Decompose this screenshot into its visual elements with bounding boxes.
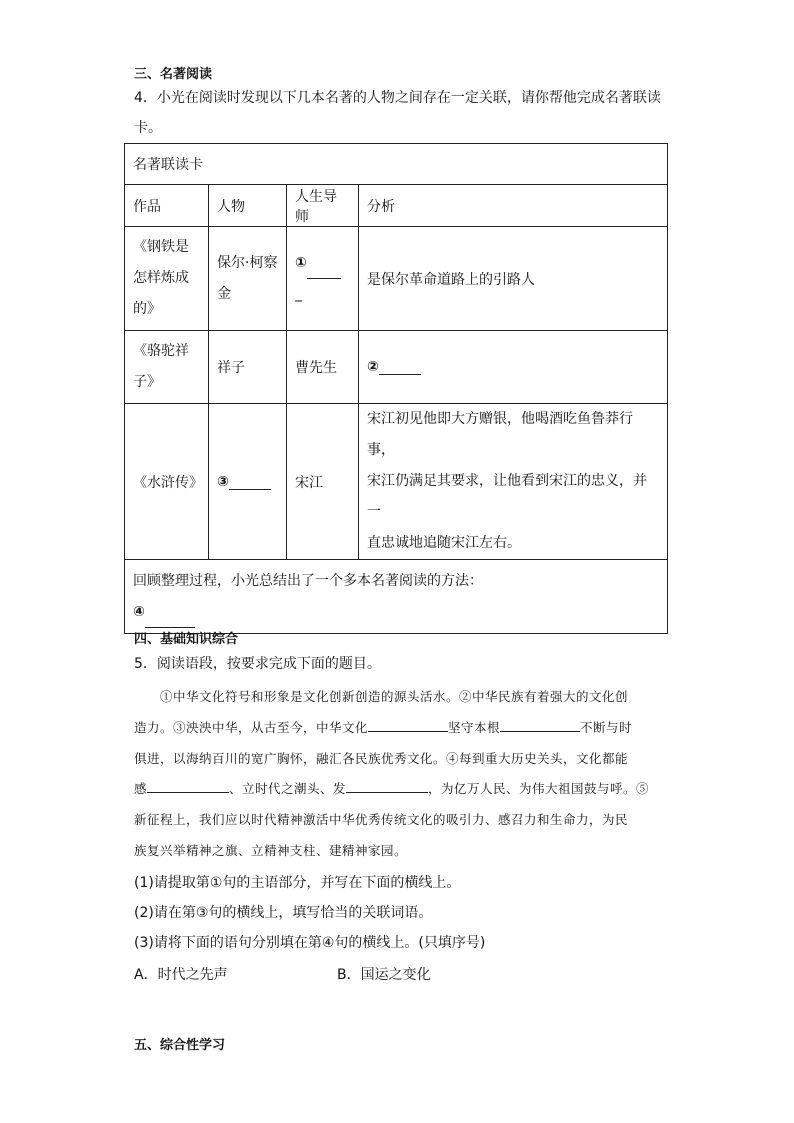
option-b: B．国运之变化 [337, 967, 431, 983]
passage-blank-3b[interactable] [500, 718, 580, 732]
passage-line-3: 俱进，以海纳百川的宽广胸怀，融汇各民族优秀文化。④每到重大历史关头，文化都能 [134, 751, 629, 766]
summary-answer-blank-4[interactable]: ④ [133, 597, 659, 628]
card-title: 名著联读卡 [125, 144, 668, 185]
mentor-cell: 宋江 [287, 404, 359, 560]
sub-question-3: (3)请将下面的语句分别填在第④句的横线上。(只填序号) [134, 935, 486, 951]
header-work: 作品 [125, 185, 209, 227]
passage-blank-4a[interactable] [147, 779, 229, 793]
reading-card-table [124, 143, 668, 634]
person-cell: 祥子 [209, 331, 287, 404]
summary-cell [125, 560, 668, 634]
header-person: 人物 [209, 185, 287, 227]
header-mentor: 人生导师 [287, 185, 359, 227]
section-4-title: 四、基础知识综合 [134, 632, 239, 647]
passage-line-6: 族复兴举精神之旗、立精神支柱、建精神家园。 [134, 843, 408, 858]
passage-blank-3a[interactable] [368, 718, 448, 732]
person-answer-blank-3[interactable]: ③ [209, 404, 287, 560]
person-cell: 保尔·柯察 金 [209, 227, 287, 331]
option-a: A．时代之先声 [134, 967, 228, 983]
work-cell: 《水浒传》 [125, 404, 209, 560]
analysis-cell: 宋江初见他即大方赠银，他喝酒吃鱼鲁莽行事， 宋江仍满足其要求，让他看到宋江的忠义，并一 直忠诚地追随宋江左右。 [359, 404, 668, 560]
passage-line-1: ①中华文化符号和形象是文化创新创造的源头活水。②中华民族有着强大的文化创 [160, 689, 629, 704]
passage-line-2: 造力。③泱泱中华，从古至今，中华文化 坚守本根 不断与时 [134, 720, 633, 735]
header-analysis: 分析 [359, 185, 668, 227]
analysis-answer-blank-2[interactable]: ② [359, 331, 668, 404]
mentor-answer-blank-1[interactable]: ① _ [287, 227, 359, 331]
table-row [125, 331, 668, 404]
work-cell: 《骆驼祥 子》 [125, 331, 209, 404]
passage-blank-4b[interactable] [346, 779, 428, 793]
work-cell: 《钢铁是 怎样炼成 的》 [125, 227, 209, 331]
sub-question-2: (2)请在第③句的横线上，填写恰当的关联词语。 [134, 905, 433, 921]
question-4-line-2: 卡。 [134, 120, 162, 136]
table-row [125, 404, 668, 560]
section-3-title: 三、名著阅读 [134, 67, 213, 82]
analysis-cell: 是保尔革命道路上的引路人 [359, 227, 668, 331]
question-5: 5．阅读语段，按要求完成下面的题目。 [134, 656, 381, 672]
section-5-title: 五、综合性学习 [134, 1038, 226, 1053]
table-row [125, 227, 668, 331]
passage-line-5: 新征程上，我们应以时代精神激活中华优秀传统文化的吸引力、感召力和生命力，为民 [134, 812, 629, 827]
passage-line-4: 感 、立时代之潮头、发 ，为亿万人民、为伟大祖国鼓与呼。⑤ [134, 781, 650, 796]
question-4-line-1: 4．小光在阅读时发现以下几本名著的人物之间存在一定关联，请你帮他完成名著联读 [134, 90, 661, 106]
mentor-cell: 曹先生 [287, 331, 359, 404]
summary-text: 回顾整理过程，小光总结出了一个多本名著阅读的方法： [133, 572, 483, 589]
sub-question-1: (1)请提取第①句的主语部分，并写在下面的横线上。 [134, 875, 461, 891]
